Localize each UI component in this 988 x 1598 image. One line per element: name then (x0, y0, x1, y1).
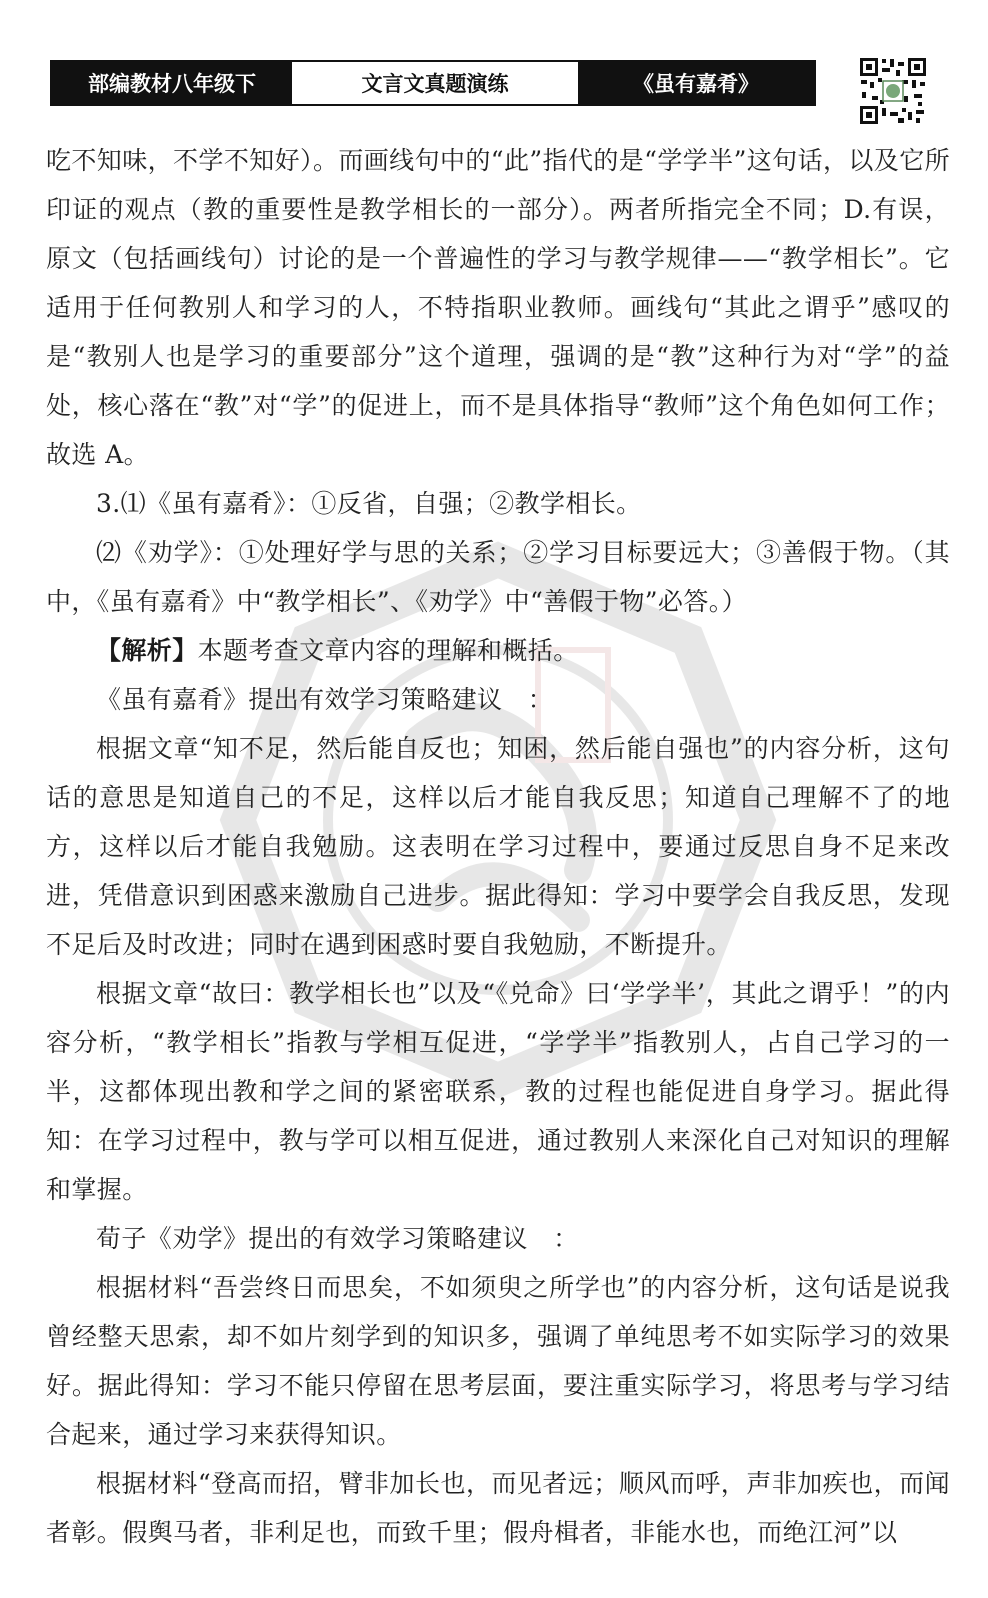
header-title: 《虽有嘉肴》 (578, 62, 814, 104)
paragraph-4: 根据材料“吾尝终日而思矣，不如须臾之所学也”的内容分析，这句话是说我曾经整天思索，却不如片刻学到的知识多，强调了单纯思考不如实际学习的效果好。据此得知：学习不能只停留在思考层面，要注重实际学习，将思考与学习结合起来，通过学习来获得知识。 (46, 1273, 950, 1449)
document-body (46, 136, 950, 1557)
header-section: 文言文真题演练 (292, 62, 578, 104)
paragraph-3: 根据文章“故曰：教学相长也”以及“《兑命》曰‘学学半’，其此之谓乎！”的内容分析，“教学相长”指教与学相互促进，“学学半”指教别人，占自己学习的一半，这都体现出教和学之间的紧密联系，教的过程也能促进自身学习。据此得知：在学习过程中，教与学可以相互促进，通过教别人来深化自己对知识的理解和掌握。 (46, 979, 950, 1204)
analysis-paragraph (46, 626, 950, 675)
section-heading-2: 荀子《劝学》提出的有效学习策略建议 ： (96, 1224, 579, 1253)
section-heading-1: 《虽有嘉肴》提出有效学习策略建议 ： (96, 685, 554, 714)
answer-3-1: 3.⑴《虽有嘉肴》：①反省，自强；②教学相长。 (96, 489, 642, 518)
analysis-text: 本题考查文章内容的理解和概括。 (197, 636, 579, 665)
paragraph-5: 根据材料“登高而招，臂非加长也，而见者远；顺风而呼，声非加疾也，而闻者彰。假舆马者，非利足也，而致千里；假舟楫者，非能水也，而绝江河”以 (46, 1469, 950, 1547)
answer-3-2: ⑵《劝学》：①处理好学与思的关系；②学习目标要远大；③善假于物。（其中，《虽有嘉肴》中“教学相长”、《劝学》中“善假于物”必答。） (46, 538, 950, 616)
qr-code-icon (858, 56, 928, 126)
header-bar (50, 60, 816, 106)
header-grade: 部编教材八年级下 (52, 62, 292, 104)
paragraph-2: 根据文章“知不足，然后能自反也；知困，然后能自强也”的内容分析，这句话的意思是知道自己的不足，这样以后才能自我反思；知道自己理解不了的地方，这样以后才能自我勉励。这表明在学习过程中，要通过反思自身不足来改进，凭借意识到困惑来激励自己进步。据此得知：学习中要学会自我反思，发现不足后及时改进；同时在遇到困惑时要自我勉励，不断提升。 (46, 734, 950, 959)
analysis-tag: 【解析】 (96, 636, 198, 665)
paragraph-1: 吃不知味，不学不知好）。而画线句中的“此”指代的是“学学半”这句话，以及它所印证的观点（教的重要性是教学相长的一部分）。两者所指完全不同；D.有误，原文（包括画线句）讨论的是一个普遍性的学习与教学规律——“教学相长”。它适用于任何教别人和学习的人，不特指职业教师。画线句“其此之谓乎”感叹的是“教别人也是学习的重要部分”这个道理，强调的是“教”这种行为对“学”的益处，核心落在“教”对“学”的促进上，而不是具体指导“教师”这个角色如何工作；故选 A。 (46, 146, 950, 469)
